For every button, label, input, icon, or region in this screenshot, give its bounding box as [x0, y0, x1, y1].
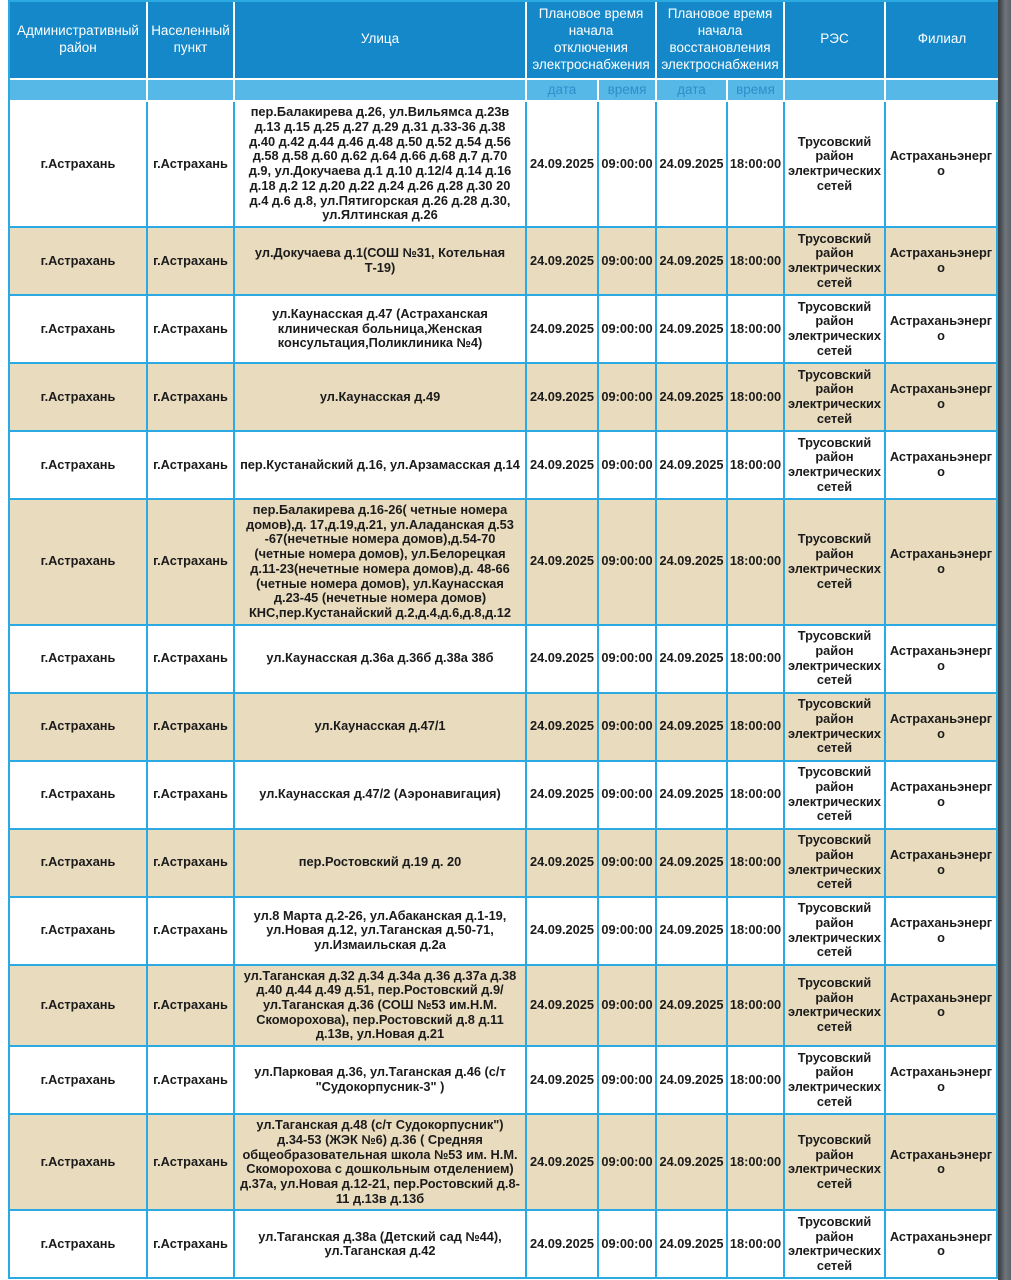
table-row — [10, 102, 998, 228]
cell-outage-time: 09:00:00 — [599, 626, 657, 694]
cell-settlement: г.Астрахань — [148, 830, 235, 898]
table-row — [10, 364, 998, 432]
cell-outage-date: 24.09.2025 — [527, 228, 599, 296]
cell-outage-time: 09:00:00 — [599, 296, 657, 364]
cell-admin-district: г.Астрахань — [10, 500, 148, 626]
cell-outage-date: 24.09.2025 — [527, 1211, 599, 1279]
cell-res: Трусовский район электрических сетей — [785, 102, 886, 228]
table-row — [10, 296, 998, 364]
cell-branch: Астраханьэнерго — [886, 1047, 998, 1115]
cell-settlement: г.Астрахань — [148, 626, 235, 694]
cell-restore-date: 24.09.2025 — [657, 830, 728, 898]
cell-settlement: г.Астрахань — [148, 1115, 235, 1211]
cell-branch: Астраханьэнерго — [886, 694, 998, 762]
cell-street: ул.Докучаева д.1(СОШ №31, Котельная Т-19) — [235, 228, 527, 296]
cell-outage-time: 09:00:00 — [599, 102, 657, 228]
cell-restore-date: 24.09.2025 — [657, 364, 728, 432]
cell-restore-time: 18:00:00 — [728, 364, 785, 432]
header-admin-district: Административный район — [10, 2, 148, 80]
cell-restore-date: 24.09.2025 — [657, 626, 728, 694]
cell-street: ул.8 Марта д.2-26, ул.Абаканская д.1-19, ул.Новая д.12, ул.Таганская д.50-71, ул.Измаильская д.2а — [235, 898, 527, 966]
cell-restore-time: 18:00:00 — [728, 830, 785, 898]
cell-settlement: г.Астрахань — [148, 500, 235, 626]
cell-res: Трусовский район электрических сетей — [785, 1211, 886, 1279]
cell-outage-time: 09:00:00 — [599, 500, 657, 626]
table-row — [10, 1047, 998, 1115]
cell-street: ул.Таганская д.32 д.34 д.34а д.36 д.37а д.38 д.40 д.44 д.49 д.51, пер.Ростовский д.9/ ул.Таганская д.36 (СОШ №53 им.Н.М. Скоморохова), пер.Ростовский д.8 д.11 д.13в, ул.Новая д.21 — [235, 966, 527, 1048]
cell-street: ул.Каунасская д.36а д.36б д.38а 38б — [235, 626, 527, 694]
cell-settlement: г.Астрахань — [148, 762, 235, 830]
cell-branch: Астраханьэнерго — [886, 500, 998, 626]
cell-branch: Астраханьэнерго — [886, 1115, 998, 1211]
subheader-empty — [235, 80, 527, 103]
cell-outage-date: 24.09.2025 — [527, 898, 599, 966]
cell-admin-district: г.Астрахань — [10, 966, 148, 1048]
subheader-restore-time: время — [728, 80, 785, 103]
cell-settlement: г.Астрахань — [148, 1047, 235, 1115]
header-settlement: Населенный пункт — [148, 2, 235, 80]
cell-branch: Астраханьэнерго — [886, 102, 998, 228]
cell-outage-time: 09:00:00 — [599, 1047, 657, 1115]
cell-outage-date: 24.09.2025 — [527, 364, 599, 432]
cell-restore-date: 24.09.2025 — [657, 1047, 728, 1115]
cell-restore-time: 18:00:00 — [728, 966, 785, 1048]
cell-restore-time: 18:00:00 — [728, 432, 785, 500]
cell-admin-district: г.Астрахань — [10, 1211, 148, 1279]
cell-outage-time: 09:00:00 — [599, 830, 657, 898]
subheader-restore-date: дата — [657, 80, 728, 103]
cell-outage-time: 09:00:00 — [599, 364, 657, 432]
table-row — [10, 762, 998, 830]
table-row — [10, 228, 998, 296]
table-row — [10, 626, 998, 694]
cell-res: Трусовский район электрических сетей — [785, 296, 886, 364]
cell-settlement: г.Астрахань — [148, 432, 235, 500]
cell-street: ул.Каунасская д.47 (Астраханская клиническая больница,Женская консультация,Поликлиника №4) — [235, 296, 527, 364]
cell-settlement: г.Астрахань — [148, 898, 235, 966]
cell-admin-district: г.Астрахань — [10, 432, 148, 500]
cell-branch: Астраханьэнерго — [886, 762, 998, 830]
cell-restore-time: 18:00:00 — [728, 626, 785, 694]
cell-restore-time: 18:00:00 — [728, 1115, 785, 1211]
subheader-outage-time: время — [599, 80, 657, 103]
cell-restore-date: 24.09.2025 — [657, 898, 728, 966]
cell-restore-time: 18:00:00 — [728, 1047, 785, 1115]
cell-outage-date: 24.09.2025 — [527, 762, 599, 830]
cell-admin-district: г.Астрахань — [10, 102, 148, 228]
cell-res: Трусовский район электрических сетей — [785, 500, 886, 626]
cell-branch: Астраханьэнерго — [886, 830, 998, 898]
cell-restore-date: 24.09.2025 — [657, 500, 728, 626]
table-header — [10, 2, 998, 102]
table-row — [10, 1211, 998, 1279]
cell-outage-date: 24.09.2025 — [527, 626, 599, 694]
cell-branch: Астраханьэнерго — [886, 966, 998, 1048]
cell-restore-date: 24.09.2025 — [657, 228, 728, 296]
vertical-scrollbar[interactable] — [998, 0, 1011, 1280]
cell-restore-date: 24.09.2025 — [657, 1211, 728, 1279]
cell-branch: Астраханьэнерго — [886, 296, 998, 364]
cell-outage-time: 09:00:00 — [599, 762, 657, 830]
cell-outage-time: 09:00:00 — [599, 1115, 657, 1211]
table-row — [10, 432, 998, 500]
cell-res: Трусовский район электрических сетей — [785, 432, 886, 500]
cell-restore-date: 24.09.2025 — [657, 1115, 728, 1211]
cell-street: ул.Парковая д.36, ул.Таганская д.46 (с/т "Судокорпусник-3" ) — [235, 1047, 527, 1115]
cell-settlement: г.Астрахань — [148, 1211, 235, 1279]
cell-res: Трусовский район электрических сетей — [785, 1115, 886, 1211]
table-row — [10, 966, 998, 1048]
cell-outage-time: 09:00:00 — [599, 898, 657, 966]
cell-outage-time: 09:00:00 — [599, 694, 657, 762]
cell-restore-time: 18:00:00 — [728, 694, 785, 762]
cell-settlement: г.Астрахань — [148, 102, 235, 228]
cell-restore-date: 24.09.2025 — [657, 432, 728, 500]
cell-res: Трусовский район электрических сетей — [785, 1047, 886, 1115]
cell-outage-date: 24.09.2025 — [527, 296, 599, 364]
cell-admin-district: г.Астрахань — [10, 1115, 148, 1211]
header-restore-start: Плановое время начала восстановления электроснабжения — [657, 2, 785, 80]
cell-restore-date: 24.09.2025 — [657, 296, 728, 364]
cell-restore-time: 18:00:00 — [728, 296, 785, 364]
cell-restore-date: 24.09.2025 — [657, 762, 728, 830]
cell-settlement: г.Астрахань — [148, 694, 235, 762]
cell-street: пер.Балакирева д.16-26( четные номера домов),д. 17,д.19,д.21, ул.Аладанская д.53 -67(нечетные номера домов),д.54-70 (четные номера домов), ул.Белорецкая д.11-23(нечетные номера домов),д. 48-66 (четные номера домов), ул.Каунасская д.23-45 (нечетные номера домов) КНС,пер.Кустанайский д.2,д.4,д.6,д.8,д.12 — [235, 500, 527, 626]
cell-outage-date: 24.09.2025 — [527, 102, 599, 228]
cell-settlement: г.Астрахань — [148, 228, 235, 296]
cell-admin-district: г.Астрахань — [10, 830, 148, 898]
cell-admin-district: г.Астрахань — [10, 694, 148, 762]
cell-outage-date: 24.09.2025 — [527, 432, 599, 500]
cell-branch: Астраханьэнерго — [886, 1211, 998, 1279]
cell-street: ул.Таганская д.38а (Детский сад №44), ул.Таганская д.42 — [235, 1211, 527, 1279]
cell-street: пер.Ростовский д.19 д. 20 — [235, 830, 527, 898]
cell-settlement: г.Астрахань — [148, 296, 235, 364]
cell-admin-district: г.Астрахань — [10, 898, 148, 966]
subheader-empty — [10, 80, 148, 103]
cell-restore-time: 18:00:00 — [728, 228, 785, 296]
outage-table — [10, 2, 998, 1279]
cell-settlement: г.Астрахань — [148, 966, 235, 1048]
cell-branch: Астраханьэнерго — [886, 432, 998, 500]
cell-res: Трусовский район электрических сетей — [785, 364, 886, 432]
subheader-outage-date: дата — [527, 80, 599, 103]
cell-restore-time: 18:00:00 — [728, 1211, 785, 1279]
cell-outage-date: 24.09.2025 — [527, 830, 599, 898]
header-branch: Филиал — [886, 2, 998, 80]
cell-outage-date: 24.09.2025 — [527, 1115, 599, 1211]
subheader-empty — [148, 80, 235, 103]
table-row — [10, 898, 998, 966]
outage-schedule-table — [8, 0, 998, 1279]
cell-street: пер.Кустанайский д.16, ул.Арзамасская д.14 — [235, 432, 527, 500]
table-body — [10, 102, 998, 1279]
cell-branch: Астраханьэнерго — [886, 898, 998, 966]
subheader-empty — [886, 80, 998, 103]
cell-outage-date: 24.09.2025 — [527, 1047, 599, 1115]
cell-res: Трусовский район электрических сетей — [785, 228, 886, 296]
cell-street: пер.Балакирева д.26, ул.Вильямса д.23в д.13 д.15 д.25 д.27 д.29 д.31 д.33-36 д.38 д.40 д.42 д.44 д.46 д.48 д.50 д.52 д.54 д.56 д.58 д.58 д.60 д.62 д.64 д.66 д.68 д.7 д.70 д.9, ул.Докучаева д.1 д.10 д.12/4 д.14 д.16 д.18 д.2 12 д.20 д.22 д.24 д.26 д.28 д.30 20 д.4 д.6 д.8, ул.Пятигорская д.26 д.28 д.30, ул.Ялтинская д.26 — [235, 102, 527, 228]
cell-res: Трусовский район электрических сетей — [785, 762, 886, 830]
header-street: Улица — [235, 2, 527, 80]
cell-res: Трусовский район электрических сетей — [785, 626, 886, 694]
cell-branch: Астраханьэнерго — [886, 626, 998, 694]
cell-outage-date: 24.09.2025 — [527, 500, 599, 626]
cell-restore-time: 18:00:00 — [728, 500, 785, 626]
cell-street: ул.Каунасская д.47/1 — [235, 694, 527, 762]
table-row — [10, 694, 998, 762]
cell-restore-time: 18:00:00 — [728, 102, 785, 228]
cell-res: Трусовский район электрических сетей — [785, 966, 886, 1048]
cell-branch: Астраханьэнерго — [886, 228, 998, 296]
cell-admin-district: г.Астрахань — [10, 626, 148, 694]
cell-restore-date: 24.09.2025 — [657, 102, 728, 228]
cell-restore-time: 18:00:00 — [728, 898, 785, 966]
cell-admin-district: г.Астрахань — [10, 1047, 148, 1115]
cell-res: Трусовский район электрических сетей — [785, 830, 886, 898]
cell-street: ул.Таганская д.48 (с/т Судокорпусник") д.34-53 (ЖЭК №6) д.36 ( Средняя общеобразовательная школа №53 им. Н.М. Скоморохова с дошкольным отделением) д.37а, ул.Новая д.12-21, пер.Ростовский д.8-11 д.13в д.13б — [235, 1115, 527, 1211]
cell-settlement: г.Астрахань — [148, 364, 235, 432]
cell-admin-district: г.Астрахань — [10, 228, 148, 296]
cell-admin-district: г.Астрахань — [10, 296, 148, 364]
cell-outage-date: 24.09.2025 — [527, 966, 599, 1048]
table-row — [10, 830, 998, 898]
cell-res: Трусовский район электрических сетей — [785, 898, 886, 966]
cell-outage-date: 24.09.2025 — [527, 694, 599, 762]
cell-admin-district: г.Астрахань — [10, 762, 148, 830]
cell-restore-time: 18:00:00 — [728, 762, 785, 830]
cell-outage-time: 09:00:00 — [599, 432, 657, 500]
cell-admin-district: г.Астрахань — [10, 364, 148, 432]
table-row — [10, 1115, 998, 1211]
cell-branch: Астраханьэнерго — [886, 364, 998, 432]
cell-street: ул.Каунасская д.49 — [235, 364, 527, 432]
cell-street: ул.Каунасская д.47/2 (Аэронавигация) — [235, 762, 527, 830]
cell-outage-time: 09:00:00 — [599, 228, 657, 296]
cell-outage-time: 09:00:00 — [599, 966, 657, 1048]
subheader-empty — [785, 80, 886, 103]
table-row — [10, 500, 998, 626]
cell-outage-time: 09:00:00 — [599, 1211, 657, 1279]
cell-restore-date: 24.09.2025 — [657, 694, 728, 762]
cell-res: Трусовский район электрических сетей — [785, 694, 886, 762]
cell-restore-date: 24.09.2025 — [657, 966, 728, 1048]
header-outage-start: Плановое время начала отключения электроснабжения — [527, 2, 657, 80]
header-res: РЭС — [785, 2, 886, 80]
